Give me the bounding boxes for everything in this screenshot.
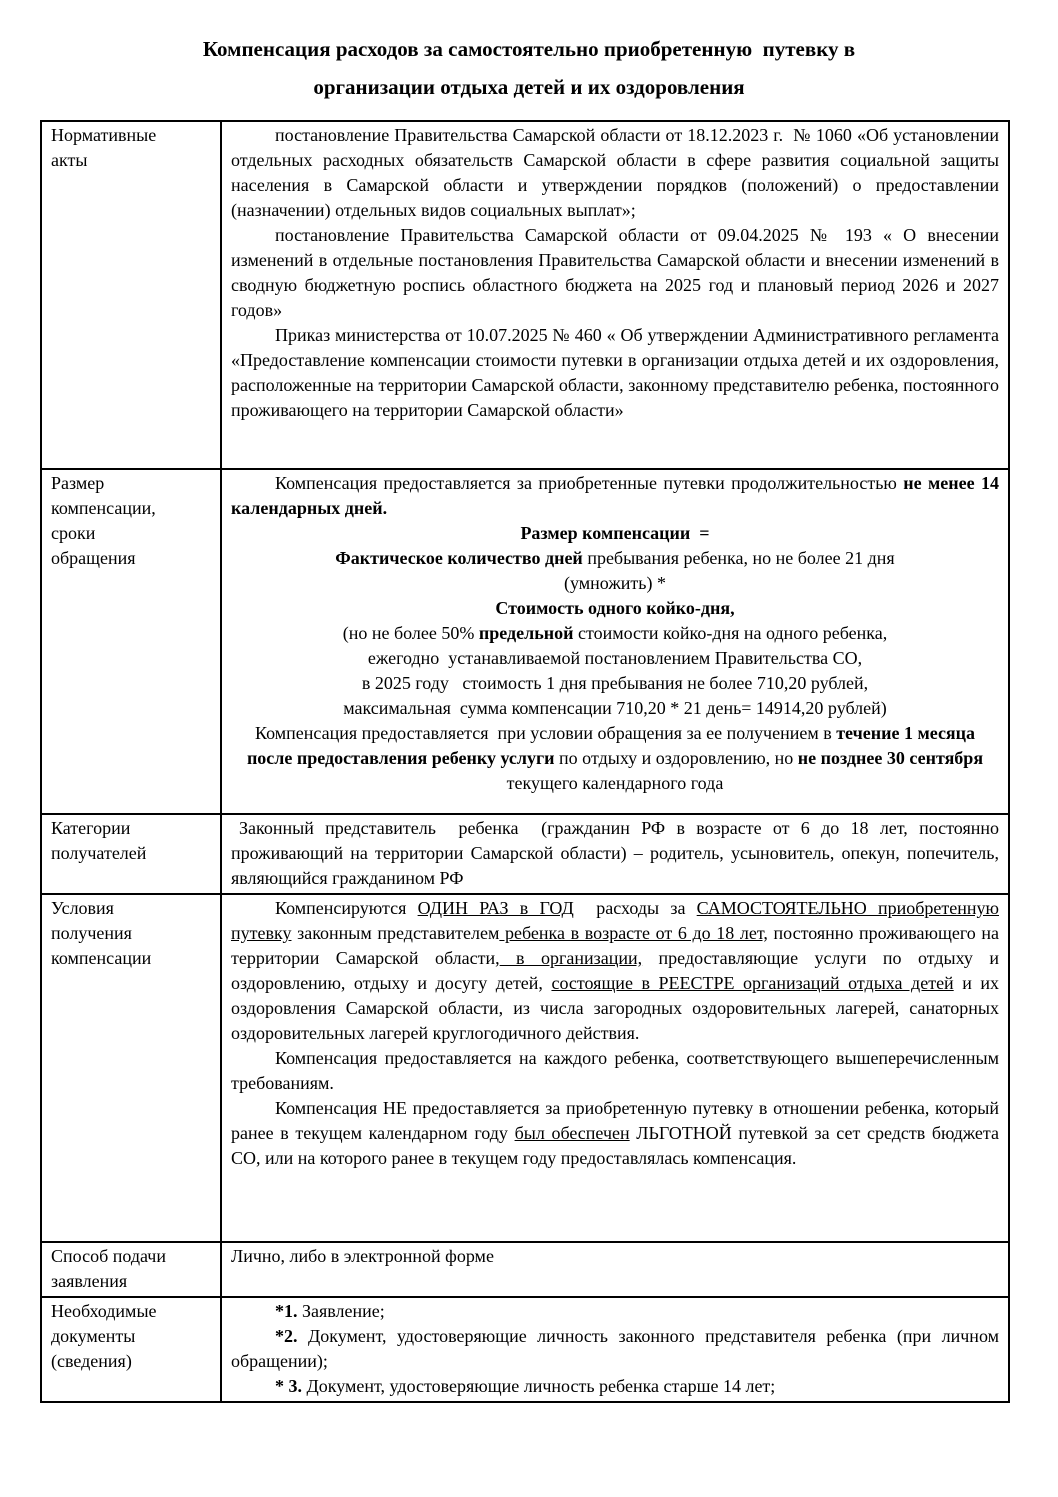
row-label-line: (сведения)	[51, 1351, 132, 1371]
paragraph	[231, 1324, 999, 1374]
bold-text: предельной	[478, 623, 574, 643]
row-label-cell	[41, 1297, 221, 1402]
text-segment: предоставляющие услуги по отдыху и оздоровлению, отдыху и досугу детей,	[231, 948, 999, 993]
underlined-text: ребенка в возрасте от 6 до 18 лет,	[499, 923, 768, 943]
paragraph	[231, 471, 999, 521]
row-label-line: обращения	[51, 548, 136, 568]
paragraph	[231, 816, 999, 891]
paragraph	[231, 1046, 999, 1096]
text-segment: расходы за	[573, 898, 697, 918]
text-segment: постановление Правительства Самарской области от 18.12.2023 г. № 1060 «Об установлении отдельных расходных обязательств Самарской области в сфере развития социальной защиты населения в Самарской области и утверждении порядков (положений) о предоставлении (назначении) отдельных видов социальных выплат»;	[231, 125, 999, 220]
underlined-text: САМОСТОЯТЕЛЬНО приобретенную путевку	[231, 898, 999, 943]
text-segment: Лично, либо в электронной форме	[231, 1246, 494, 1266]
text-segment: Заявление;	[297, 1301, 385, 1321]
table-row	[41, 814, 1009, 894]
row-content-cell	[221, 894, 1009, 1242]
text-segment: Компенсация предоставляется при условии обращения за ее получением в	[254, 723, 837, 743]
paragraph	[231, 896, 999, 1046]
text-segment: постоянно проживающего на территории Самарской области,	[231, 923, 1000, 968]
text-segment: Законный представитель ребенка (гражданин РФ в возрасте от 6 до 18 лет, постоянно проживающий на территории Самарской области) – родитель, усыновитель, опекун, попечитель, являющийся гражданином РФ	[231, 818, 999, 888]
bold-text: Фактическое количество дней	[335, 548, 583, 568]
paragraph	[231, 546, 999, 571]
table-row	[41, 894, 1009, 1242]
paragraph	[231, 696, 999, 721]
row-label-line: акты	[51, 150, 88, 170]
row-content-cell	[221, 814, 1009, 894]
paragraph	[231, 1299, 999, 1324]
bold-text: Стоимость одного койко-дня,	[495, 598, 735, 618]
paragraph	[231, 521, 999, 546]
text-segment: Компенсация предоставляется на каждого ребенка, соответствующего вышеперечисленным требованиям.	[231, 1048, 999, 1093]
text-segment: стоимости койко-дня на одного ребенка,	[573, 623, 888, 643]
row-label-line: компенсации	[51, 948, 152, 968]
row-label-line: получателей	[51, 843, 147, 863]
bold-text: не позднее 30 сентября	[797, 748, 984, 768]
paragraph	[231, 671, 999, 696]
row-label-cell	[41, 469, 221, 814]
row-label-line: компенсации,	[51, 498, 156, 518]
bold-text: * 3.	[275, 1376, 302, 1396]
text-segment: Документ, удостоверяющие личность законного представителя ребенка (при личном обращении);	[231, 1326, 999, 1371]
row-label-line: Способ подачи	[51, 1246, 166, 1266]
underlined-text: был обеспечен	[514, 1123, 630, 1143]
paragraph	[231, 646, 999, 671]
text-segment: и их оздоровления Самарской области, из числа загородных оздоровительных лагерей, санаторных оздоровительных лагерей круглогодичного действия.	[231, 973, 1000, 1043]
paragraph	[231, 1096, 999, 1171]
text-segment: Компенсация предоставляется за приобретенные путевки продолжительностью	[275, 473, 904, 493]
text-segment: Компенсация НЕ предоставляется за приобретенную путевку в отношении ребенка, который ранее в текущем календарном году	[231, 1098, 999, 1143]
paragraph	[231, 123, 999, 223]
underlined-text: состоящие в РЕЕСТРЕ организаций отдыха детей	[551, 973, 954, 993]
bold-text: Размер компенсации =	[520, 523, 710, 543]
text-segment: текущего календарного года	[506, 773, 724, 793]
table-row	[41, 1297, 1009, 1402]
row-label-cell	[41, 1242, 221, 1297]
paragraph	[231, 596, 999, 621]
underlined-text: ОДИН РАЗ в ГОД	[417, 898, 574, 918]
text-segment: в 2025 году стоимость 1 дня пребывания не более 710,20 рублей,	[361, 673, 869, 693]
document-title	[0, 0, 1058, 106]
row-label-line: получения	[51, 923, 132, 943]
paragraph	[231, 721, 999, 796]
row-content-cell	[221, 121, 1009, 469]
table-row	[41, 121, 1009, 469]
row-content-cell	[221, 1242, 1009, 1297]
row-content-cell	[221, 469, 1009, 814]
text-segment: Приказ министерства от 10.07.2025 № 460 « Об утверждении Административного регламента «Предоставление компенсации стоимости путевки в организации отдыха детей и их оздоровления, расположенные на территории Самарской области, законному представителю ребенка, постоянного проживающего на территории Самарской области»	[231, 325, 999, 420]
text-segment: максимальная сумма компенсации 710,20 * 21 день= 14914,20 рублей)	[343, 698, 887, 718]
paragraph	[231, 323, 999, 423]
bold-text: не менее 14 календарных дней.	[231, 473, 999, 518]
row-label-line: Нормативные	[51, 125, 157, 145]
row-label-line: Категории	[51, 818, 131, 838]
text-segment: (умножить) *	[564, 573, 666, 593]
row-label-line: Необходимые	[51, 1301, 157, 1321]
row-label-line: Размер	[51, 473, 105, 493]
paragraph	[231, 571, 999, 596]
row-label-line: документы	[51, 1326, 136, 1346]
text-segment: ЛЬГОТНОЙ путевкой за сет средств бюджета СО, или на которого ранее в текущем году предоставлялась компенсация.	[231, 1123, 999, 1168]
row-label-line: Условия	[51, 898, 114, 918]
text-segment: постановление Правительства Самарской области от 09.04.2025 № 193 « О внесении изменений в отдельные постановления Правительства Самарской области и внесении изменений в сводную бюджетную роспись областного бюджета на 2025 год и плановый период 2026 и 2027 годов»	[231, 225, 999, 320]
row-label-line: сроки	[51, 523, 96, 543]
text-segment: по отдыху и оздоровлению, но	[554, 748, 798, 768]
paragraph	[231, 1244, 999, 1269]
bold-text: течение 1 месяца после предоставления ребенку услуги	[246, 723, 976, 768]
paragraph	[231, 1374, 999, 1399]
info-table	[40, 120, 1010, 1403]
bold-text: *2.	[275, 1326, 298, 1346]
row-content-cell	[221, 1297, 1009, 1402]
text-segment: Документ, удостоверяющие личность ребенка старше 14 лет;	[302, 1376, 776, 1396]
bold-text: *1.	[275, 1301, 298, 1321]
rows-container	[41, 121, 1009, 1402]
row-label-cell	[41, 814, 221, 894]
row-label-line: заявления	[51, 1271, 128, 1291]
paragraph	[231, 621, 999, 646]
table-row	[41, 1242, 1009, 1297]
document-title-line2: организации отдыха детей и их оздоровления	[313, 75, 745, 99]
text-segment: Компенсируются	[275, 898, 418, 918]
text-segment: ежегодно устанавливаемой постановлением Правительства СО,	[367, 648, 863, 668]
paragraph	[231, 223, 999, 323]
row-label-cell	[41, 121, 221, 469]
document-title-line1: Компенсация расходов за самостоятельно приобретенную путевку в	[202, 37, 856, 61]
underlined-text: в организации,	[499, 948, 643, 968]
table-row	[41, 469, 1009, 814]
text-segment: законным представителем	[291, 923, 500, 943]
row-label-cell	[41, 894, 221, 1242]
text-segment: пребывания ребенка, но не более 21 дня	[582, 548, 895, 568]
text-segment: (но не более 50%	[342, 623, 479, 643]
